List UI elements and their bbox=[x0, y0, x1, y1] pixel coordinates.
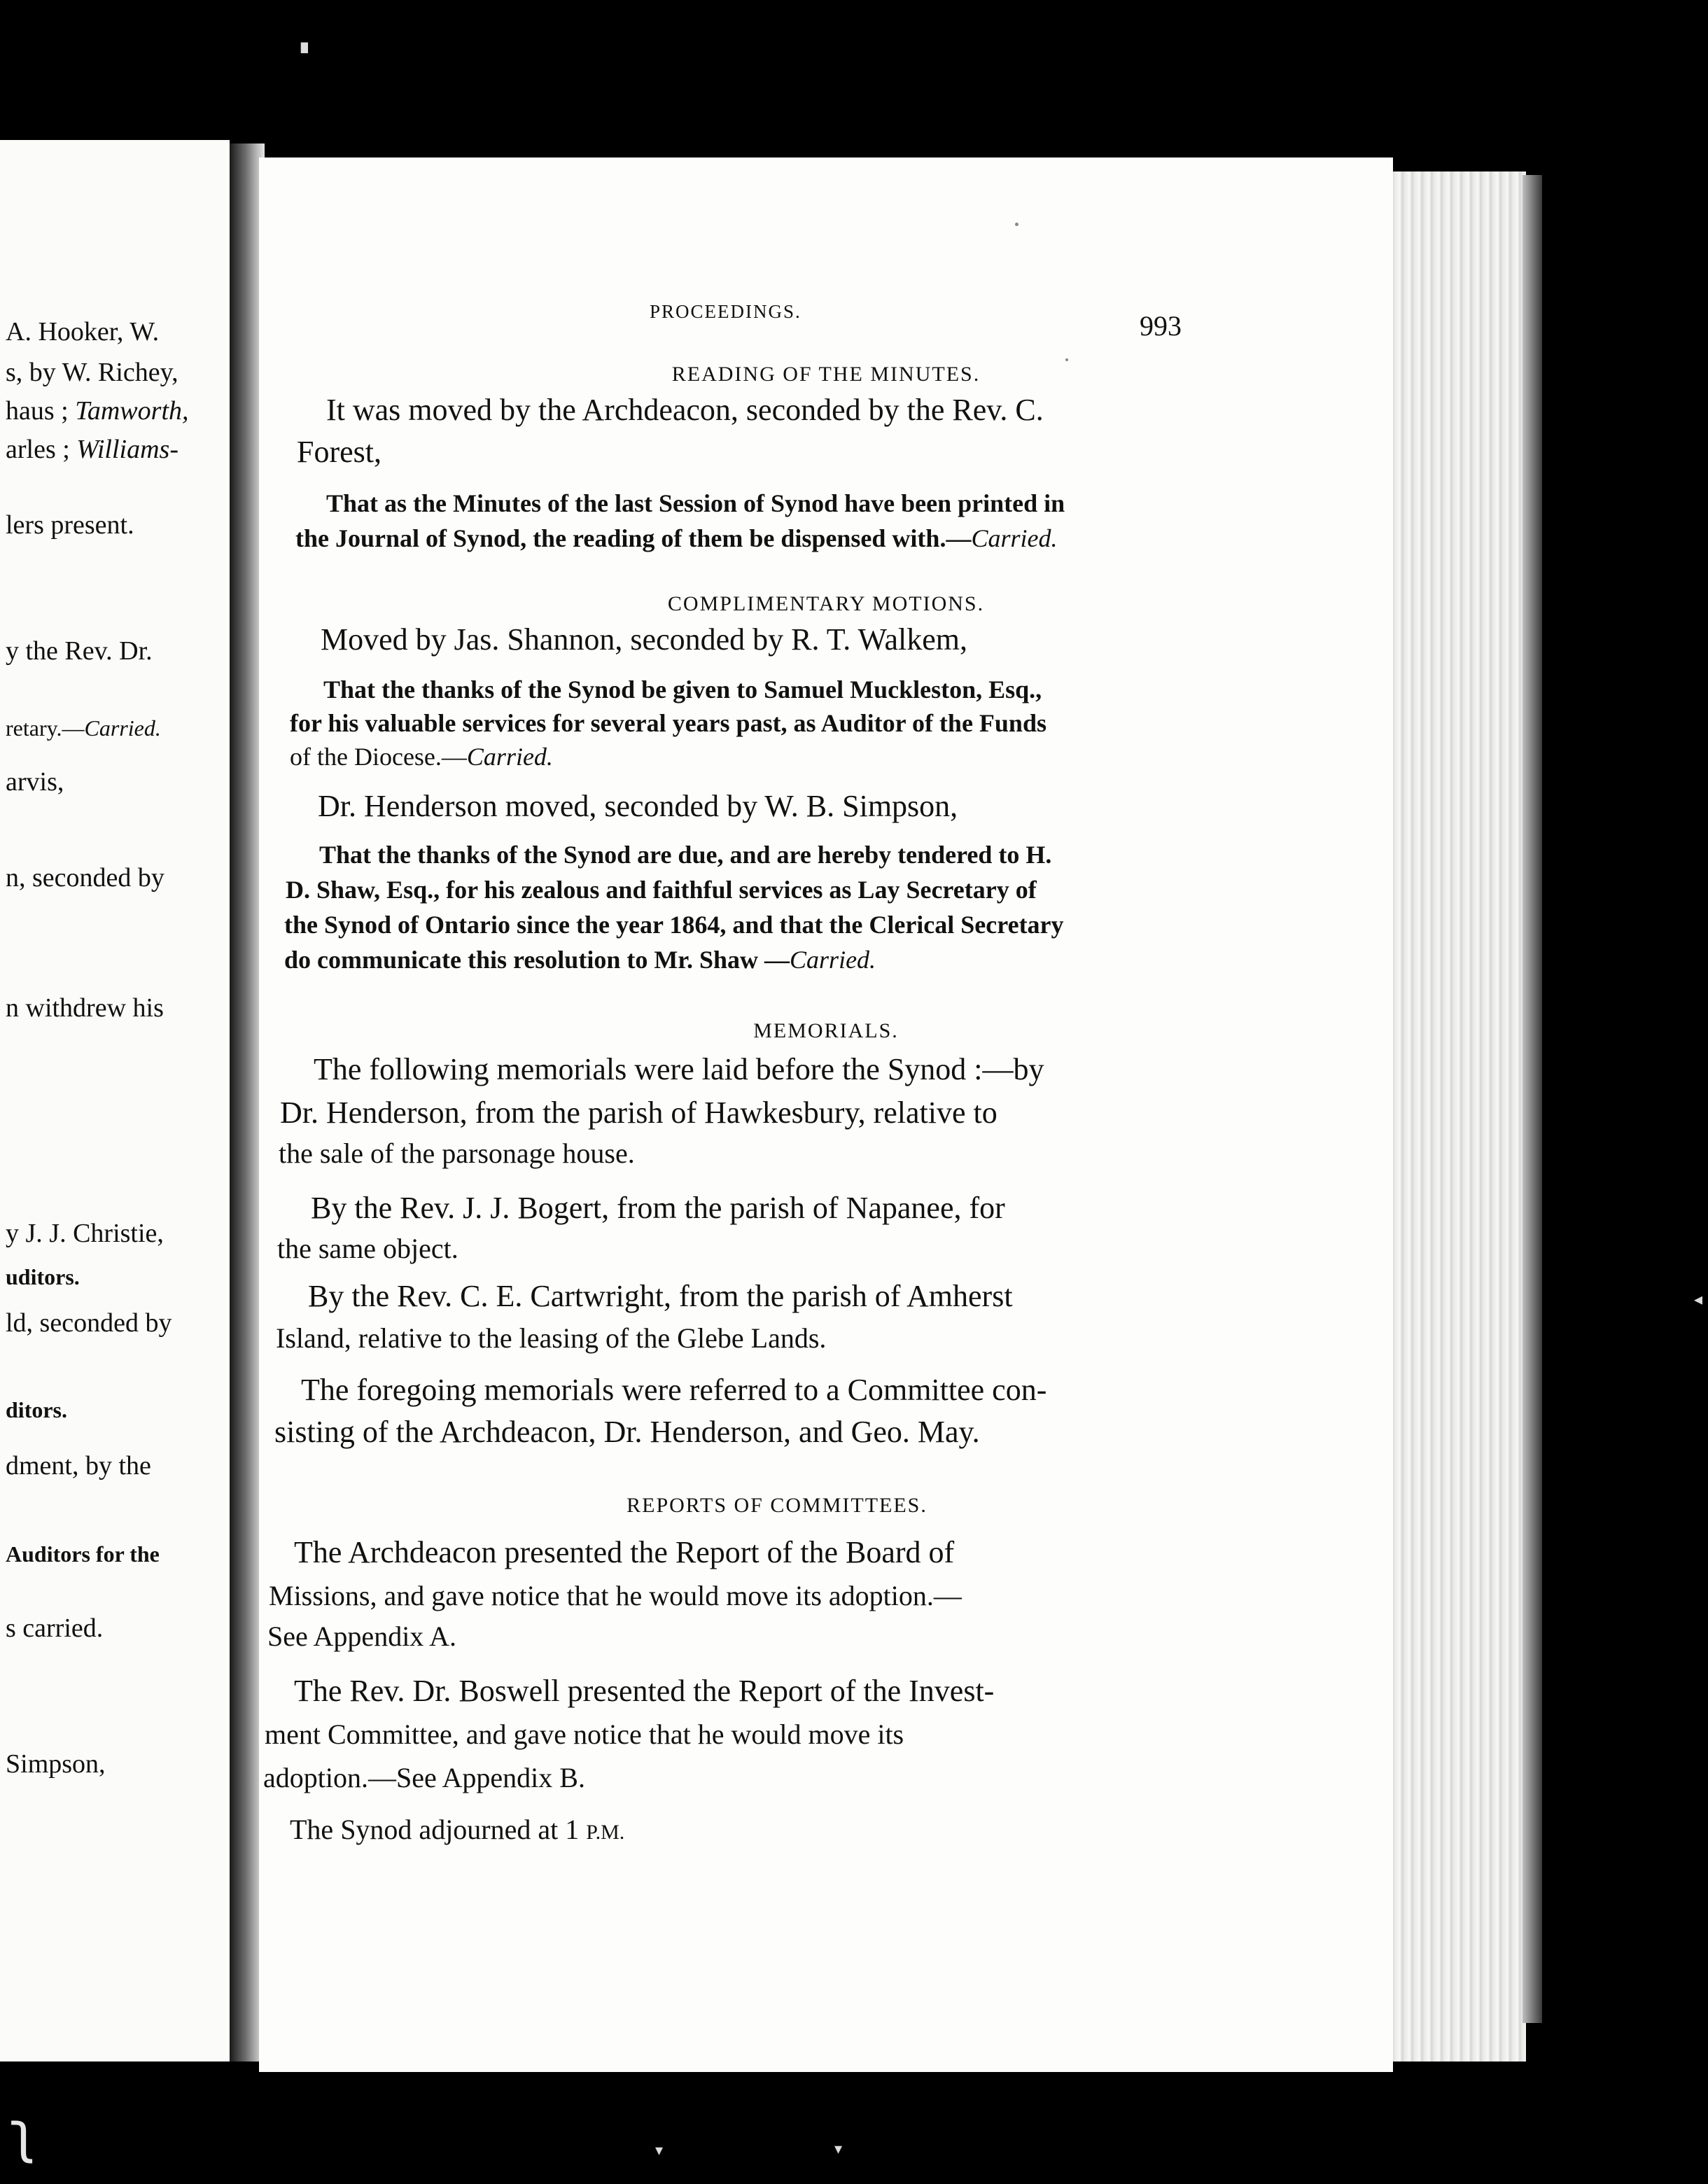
resolution-line: for his valuable services for several years past, as Auditor of the Funds bbox=[290, 709, 1046, 737]
section-heading-reports: REPORTS OF COMMITTEES. bbox=[626, 1494, 927, 1517]
italic-fragment: Williams- bbox=[76, 435, 178, 464]
paragraph-line: Missions, and gave notice that he would move its adoption.— bbox=[269, 1580, 962, 1611]
left-line: Auditors for the bbox=[6, 1541, 160, 1567]
section-heading-reading: READING OF THE MINUTES. bbox=[671, 363, 981, 386]
paragraph-line: ment Committee, and gave notice that he would move its bbox=[265, 1718, 904, 1750]
paragraph-line: See Appendix A. bbox=[267, 1620, 456, 1652]
left-line: haus ; Tamworth, bbox=[6, 396, 189, 426]
left-line: ld, seconded by bbox=[6, 1308, 172, 1338]
left-line: n, seconded by bbox=[6, 863, 164, 892]
left-line: A. Hooker, W. bbox=[6, 317, 160, 346]
resolution-line: do communicate this resolution to Mr. Shaw —Carried. bbox=[284, 946, 876, 974]
italic-fragment: Tamworth, bbox=[75, 396, 189, 426]
left-line: dment, by the bbox=[6, 1451, 151, 1480]
paragraph-line: The Archdeacon presented the Report of the Board of bbox=[294, 1535, 955, 1569]
bottom-mark: ▾ bbox=[834, 2141, 843, 2158]
paragraph-line: adoption.—See Appendix B. bbox=[263, 1762, 585, 1793]
paragraph-line: Island, relative to the leasing of the Glebe Lands. bbox=[276, 1322, 827, 1354]
paragraph-line: the same object. bbox=[277, 1233, 458, 1264]
resolution-line: That the thanks of the Synod be given to Samuel Muckleston, Esq., bbox=[323, 676, 1042, 704]
resolution-line: That as the Minutes of the last Session of Synod have been printed in bbox=[326, 489, 1065, 517]
left-line: arvis, bbox=[6, 767, 64, 797]
running-head: PROCEEDINGS. bbox=[650, 301, 802, 322]
left-line: uditors. bbox=[6, 1264, 80, 1289]
page-number: 993 bbox=[1140, 310, 1182, 342]
resolution-line: D. Shaw, Esq., for his zealous and faithful services as Lay Secretary of bbox=[286, 876, 1037, 904]
resolution-line: of the Diocese.—Carried. bbox=[290, 743, 553, 771]
section-heading-memorials: MEMORIALS. bbox=[753, 1019, 899, 1042]
paragraph-line: The Rev. Dr. Boswell presented the Report of the Invest- bbox=[294, 1674, 995, 1708]
left-line: s carried. bbox=[6, 1614, 104, 1643]
resolution-line: the Synod of Ontario since the year 1864, and that the Clerical Secretary bbox=[284, 911, 1064, 939]
paragraph-line: the sale of the parsonage house. bbox=[279, 1138, 635, 1169]
paragraph-line: Dr. Henderson, from the parish of Hawkesbury, relative to bbox=[280, 1096, 997, 1130]
resolution-line: That the thanks of the Synod are due, and are hereby tendered to H. bbox=[319, 841, 1052, 869]
motion-line: It was moved by the Archdeacon, seconded by the Rev. C. bbox=[326, 393, 1044, 427]
paragraph-line: The foregoing memorials were referred to a Committee con- bbox=[301, 1373, 1047, 1407]
bottom-mark: ▾ bbox=[655, 2142, 664, 2160]
resolution-line: the Journal of Synod, the reading of them be dispensed with.—Carried. bbox=[295, 524, 1058, 552]
left-line: ditors. bbox=[6, 1397, 67, 1422]
speck bbox=[1015, 223, 1018, 226]
paragraph-line: sisting of the Archdeacon, Dr. Henderson, and Geo. May. bbox=[274, 1415, 980, 1449]
left-line: arles ; Williams- bbox=[6, 435, 178, 464]
corner-mark-bottom-left: ʅ bbox=[10, 2100, 36, 2165]
paragraph-line: By the Rev. C. E. Cartwright, from the parish of Amherst bbox=[308, 1279, 1013, 1313]
italic-fragment: Carried. bbox=[84, 715, 161, 741]
left-line: s, by W. Richey, bbox=[6, 358, 178, 387]
section-heading-complimentary: COMPLIMENTARY MOTIONS. bbox=[667, 592, 985, 615]
motion-line: Dr. Henderson moved, seconded by W. B. Simpson, bbox=[318, 789, 958, 823]
right-edge-mark: ◂ bbox=[1694, 1289, 1703, 1309]
corner-mark-top: ▘ bbox=[301, 43, 315, 64]
page-edge-stack bbox=[1386, 172, 1526, 2062]
motion-line: Moved by Jas. Shannon, seconded by R. T. Walkem, bbox=[321, 622, 968, 657]
left-line: y the Rev. Dr. bbox=[6, 636, 153, 666]
left-page-fragment bbox=[0, 140, 230, 2062]
left-line: lers present. bbox=[6, 510, 134, 540]
paragraph-line: By the Rev. J. J. Bogert, from the parish of Napanee, for bbox=[311, 1191, 1005, 1225]
page-edge-shadow bbox=[1522, 175, 1542, 2023]
left-line: n withdrew his bbox=[6, 993, 164, 1023]
speck bbox=[1065, 358, 1068, 361]
left-line: retary.—Carried. bbox=[6, 715, 161, 741]
motion-line: Forest, bbox=[297, 435, 382, 469]
left-line: y J. J. Christie, bbox=[6, 1219, 164, 1248]
left-line: Simpson, bbox=[6, 1749, 106, 1779]
paragraph-line: The Synod adjourned at 1 P.M. bbox=[290, 1814, 625, 1845]
paragraph-line: The following memorials were laid before the Synod :—by bbox=[314, 1052, 1044, 1086]
